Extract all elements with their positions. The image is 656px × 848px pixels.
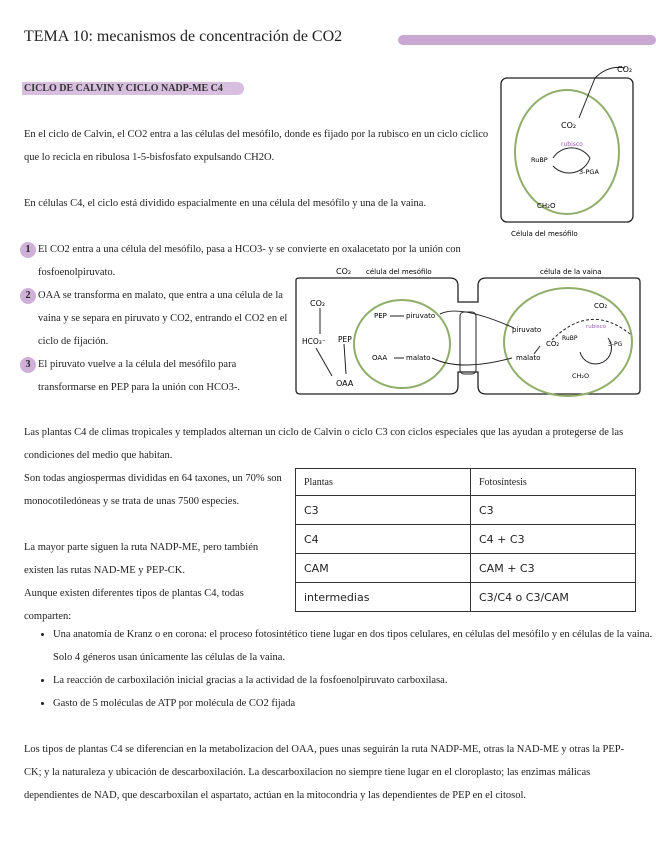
pep-inner-label: PEP xyxy=(374,312,387,320)
table-cell: intermedias xyxy=(296,583,471,612)
malato-vaina-label: malato xyxy=(516,354,541,362)
paragraph-c4-types: Los tipos de plantas C4 se diferencian en la metabolizacion del OAA, pues unas seguirán la ruta NADP-ME, otras la NAD-ME y otras la PEP-CK; y la naturaleza y ubicación de descarboxilación. La descarboxilacion no siempre tiene lugar en el cloroplasto; las enzimas málicas dependientes de NAD, que descarboxilan el aspartato, actúan en la mitocondria y las dependientes de PEP en el citosol. xyxy=(24,744,625,801)
vaina-label: célula de la vaina xyxy=(540,268,602,276)
pep-label: PEP xyxy=(338,335,352,344)
hco3-label: HCO₃⁻ xyxy=(302,337,326,346)
co2-in-label: CO₂ xyxy=(617,65,633,74)
mesophyll-chloroplast xyxy=(354,300,450,388)
title-underline-bar xyxy=(398,35,656,45)
table-cell: CAM xyxy=(296,554,471,583)
piruvato-vaina-label: piruvato xyxy=(512,326,542,334)
co2-label: CO₂ xyxy=(561,121,577,130)
table-header-row xyxy=(296,469,636,496)
chloroplast xyxy=(515,90,619,214)
step-1-text: El CO2 entra a una célula del mesófilo, pasa a HCO3- y se convierte en oxalacetato por la unión con fosfoenolpiruvato. xyxy=(38,244,461,278)
rubisco-vaina-label: rubisco xyxy=(586,324,607,330)
diagram1-caption: Célula del mesófilo xyxy=(511,230,578,238)
section-heading: CICLO DE CALVIN Y CICLO NADP-ME C4 xyxy=(24,83,223,94)
3-pga-label: 3-PGA xyxy=(579,168,599,176)
table-cell: C4 xyxy=(296,525,471,554)
co2-vaina-top-label: CO₂ xyxy=(594,302,608,310)
co2-vaina-label: CO₂ xyxy=(546,340,560,348)
list-item: • La reacción de carboxilación inicial gracias a la actividad de la fosfoenolpiruvato carboxilasa. xyxy=(53,669,656,692)
table-row xyxy=(296,554,636,583)
oaa-label: OAA xyxy=(336,379,354,388)
malato-inner-label: malato xyxy=(406,354,431,362)
co2-top-label: CO₂ xyxy=(336,267,352,276)
rubisco-label: rubisco xyxy=(561,141,583,148)
shared-traits-list xyxy=(24,623,656,715)
ch2o-label: CH₂O xyxy=(537,202,556,210)
table-cell: CAM + C3 xyxy=(471,554,636,583)
mesophyll-label: célula del mesófilo xyxy=(366,268,432,276)
plants-photosynthesis-table xyxy=(295,468,636,612)
table-cell: C3 xyxy=(296,496,471,525)
list-item: • Una anatomía de Kranz o en corona: el proceso fotosintético tiene lugar en dos tipos celulares, en células del mesófilo y en células de la vaina. Solo 4 géneros usan únicamente las células de la vaina. xyxy=(53,623,656,669)
3pg-vaina-label: 3-PG xyxy=(608,341,623,348)
paragraph-rutas: La mayor parte siguen la ruta NADP-ME, pero también existen las rutas NAD-ME y PEP-CK. xyxy=(24,542,259,576)
step-number-1: 1 xyxy=(20,242,36,258)
step-3-text: El piruvato vuelve a la célula del mesófilo para transformarse en PEP para la unión con HCO3-. xyxy=(38,359,240,393)
table-row xyxy=(296,496,636,525)
ch2o-vaina-label: CH₂O xyxy=(572,372,590,380)
step-number-3: 3 xyxy=(20,357,36,373)
table-header-plantas: Plantas xyxy=(296,469,471,496)
cell-wall xyxy=(501,78,633,222)
c4-pathway-diagram xyxy=(290,262,646,408)
rubp-label: RuBP xyxy=(531,156,548,164)
table-row xyxy=(296,583,636,612)
paragraph-c4-cells: En células C4, el ciclo está dividido espacialmente en una célula del mesófilo y una de la vaina. xyxy=(24,198,427,209)
page-title: TEMA 10: mecanismos de concentración de CO2 xyxy=(24,28,343,45)
table-cell: C3/C4 o C3/CAM xyxy=(471,583,636,612)
rubp-vaina-label: RuBP xyxy=(562,335,578,342)
calvin-cycle-diagram xyxy=(495,58,645,240)
piruvato-inner-label: piruvato xyxy=(406,312,436,320)
table-cell: C4 + C3 xyxy=(471,525,636,554)
table-row xyxy=(296,525,636,554)
paragraph-calvin: En el ciclo de Calvin, el CO2 entra a las células del mesófilo, donde es fijado por la rubisco en un ciclo cíclico que lo recicla en ribulosa 1-5-bisfosfato expulsando CH2O. xyxy=(24,129,489,163)
step-2-text: OAA se transforma en malato, que entra a una célula de la vaina y se separa en piruvato y CO2, entrando el CO2 en el ciclo de fijación. xyxy=(38,290,288,347)
paragraph-comparten: Aunque existen diferentes tipos de plantas C4, todas comparten: xyxy=(24,588,244,622)
oaa-inner-label: OAA xyxy=(372,354,388,362)
paragraph-c4-plants: Las plantas C4 de climas tropicales y templados alternan un ciclo de Calvin o ciclo C3 con ciclos especiales que las ayudan a protegerse de las condiciones del medio que habitan. xyxy=(24,427,624,461)
list-item: • Gasto de 5 moléculas de ATP por molécula de CO2 fijada xyxy=(53,692,656,715)
step-number-2: 2 xyxy=(20,288,36,304)
co2-meso: CO₂ xyxy=(310,299,326,308)
table-cell: C3 xyxy=(471,496,636,525)
table-header-fotosintesis: Fotosíntesis xyxy=(471,469,636,496)
paragraph-angiospermas: Son todas angiospermas divididas en 64 taxones, un 70% son monocotiledóneas y se trata de unas 7500 especies. xyxy=(24,473,282,507)
